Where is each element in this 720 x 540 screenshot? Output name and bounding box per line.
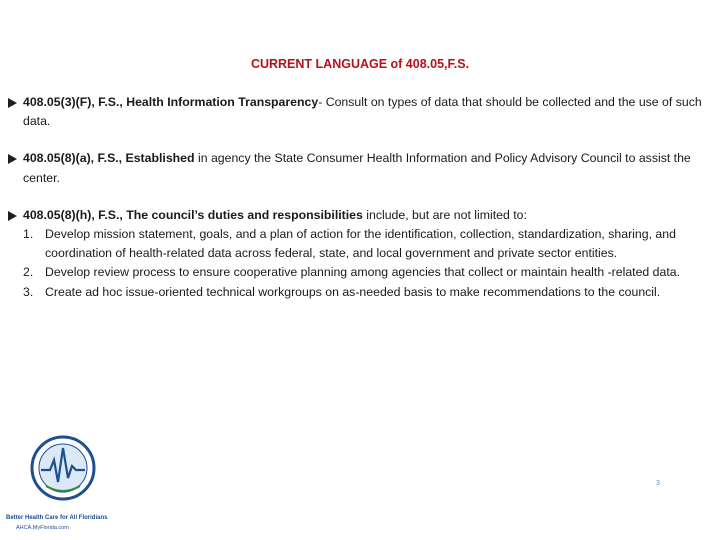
arrow-bullet-icon	[8, 211, 17, 221]
list-item: 1. Develop mission statement, goals, and a plan of action for the identification, collection, standardization, sharing, and coordination of health-related data across federal, state, and local government and private sector entities.	[23, 227, 676, 261]
bullet-statute: 408.05(3)(F), F.S., Health Information Transparency	[23, 95, 319, 109]
slide-content	[8, 93, 718, 302]
bullet-text: in agency the State Consumer Health Information and Policy Advisory Council to assist the center.	[23, 151, 691, 185]
bullet-text: include, but are not limited to:	[362, 207, 527, 222]
page-number: 3	[656, 480, 660, 487]
arrow-bullet-icon	[8, 154, 17, 164]
logo-subline: AHCA.MyFlorida.com	[16, 525, 69, 531]
list-item: 3. Create ad hoc issue-oriented technical workgroups on as-needed basis to make recommendations to the council.	[23, 284, 661, 299]
duties-list	[23, 225, 718, 302]
slide-title: CURRENT LANGUAGE of 408.05,F.S.	[250, 57, 470, 71]
arrow-bullet-icon	[8, 98, 17, 108]
logo-tagline: Better Health Care for All Floridians	[6, 515, 108, 521]
bullet-statute: 408.05(8)(a), F.S., Established	[23, 151, 195, 166]
bullet-statute: 408.05(8)(h), F.S., The council’s duties and responsibilities	[23, 207, 363, 222]
list-item: 2. Develop review process to ensure cooperative planning among agencies that collect or maintain health -related data.	[23, 265, 681, 280]
bullet-item	[8, 93, 718, 131]
bullet-item	[8, 149, 718, 187]
ahca-seal-logo	[28, 430, 98, 510]
bullet-text: - Consult on types of data that should be collected and the use of such data.	[23, 95, 702, 129]
bullet-item	[8, 206, 718, 302]
